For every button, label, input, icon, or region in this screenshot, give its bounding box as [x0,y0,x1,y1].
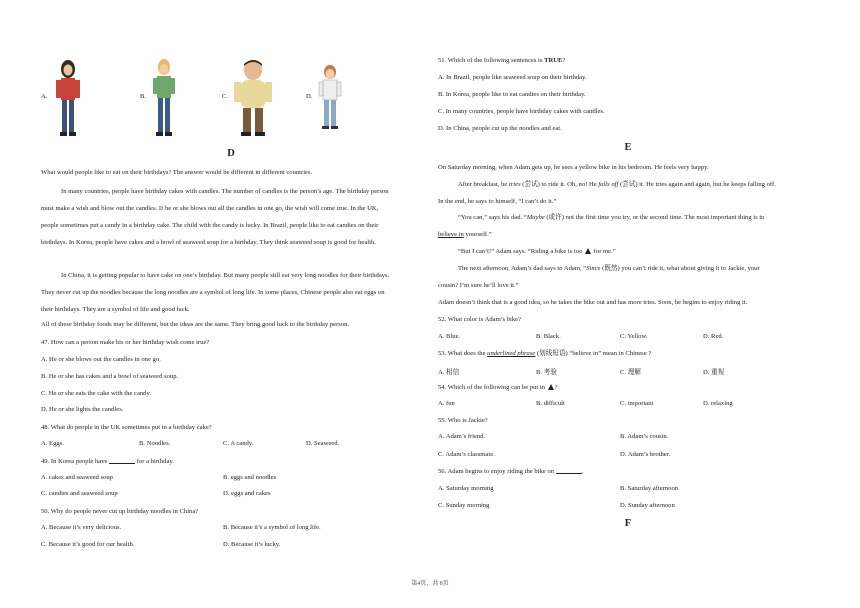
q53-option-a[interactable]: A. 相信 [438,369,460,376]
q54-stem-after: ? [554,384,558,391]
q49-stem-after: for a birthday. [136,458,174,465]
section-e-line-7-a: The next afternoon, Adam’s dad says to Adam, “ [458,265,587,272]
q54-stem-before: 54. Which of the following can be put in [438,384,546,391]
q47-option-d[interactable]: D. He or she lights the candles. [41,406,124,413]
q49-option-d[interactable]: D. eggs and cakes [223,490,271,497]
q53-stem-a: 53. What does the [438,350,486,357]
q51-stem-after: ? [562,57,566,64]
section-e-line-5 [438,230,492,239]
q50-option-a[interactable]: A. Because it’s very delicious. [41,524,122,531]
page-footer: 第4页，共 8页 [411,581,449,587]
section-e-line-2-e: (尝试) it. He tries again and again, but he keeps falling off. [619,181,776,188]
section-d-paragraph-1: In many countries, people have birthday cakes with candles. The number of candles is the person’s age. The birthday person must make a wish and blow out the candles. If he or she blows out all the candles in one go, the wish will come true. In the UK, people sometimes put a candy in a birthday cake. The child with the candy is lucky. In Brazil, people like to eat candies on their birthdays. In Korea, people have cakes and a bowl of seaweed soup for a birthday. They think seaweed soup is good for health. [41,188,389,246]
q55-option-d[interactable]: D. Adam’s brother. [620,451,671,458]
q51-stem [438,56,565,65]
q56-blank [556,467,582,474]
q53-stem [438,349,651,358]
q51-option-b[interactable]: B. In Korea, people like to eat candies on their birthday. [438,91,586,98]
q55-option-c[interactable]: C. Adam’s classmate. [438,451,495,458]
q56-option-b[interactable]: B. Saturday afternoon [620,485,679,492]
q52-option-d[interactable]: D. Red. [703,333,724,340]
section-e-line-1: On Saturday morning, when Adam gets up, he sees a yellow bike in his bedroom. He feels very happy. [438,164,709,171]
q49-option-c[interactable]: C. candies and seaweed soup [41,490,118,497]
section-e-line-6-b: for me.” [593,248,616,255]
section-d-paragraph-3: All of these birthday foods may be different, but the ideas are the same. They bring good luck to the birthday person. [41,321,350,328]
section-e-line-4 [458,213,764,222]
q56-option-a[interactable]: A. Saturday morning [438,485,494,492]
section-e-heading: E [624,142,632,153]
section-e-line-7-c: (既然) you can’t ride it, what about giving it to Jackie, your [602,265,760,272]
q48-option-a[interactable]: A. Eggs. [41,440,64,447]
section-e-line-4-c: (或许) not the first time you try, or the second time. The most important thing is to [546,214,765,221]
section-e-line-3: In the end, he says to himself, “I can’t do it.” [438,198,557,205]
q47-option-c[interactable]: C. He or she eats the cake with the candy. [41,390,151,397]
section-e-line-5-believe-in: believe in [438,231,464,238]
q51-stem-bold: TRUE [544,57,563,64]
q48-option-b[interactable]: B. Noodles. [139,440,171,447]
q49-option-b[interactable]: B. eggs and noodles [223,474,277,481]
figure-c-man [231,56,277,140]
q48-option-c[interactable]: C. A candy. [223,440,254,447]
section-e-line-6 [458,247,616,256]
section-e-line-5-b: yourself.” [465,231,492,238]
q52-option-a[interactable]: A. Blue. [438,333,461,340]
section-e-line-9: Adam doesn’t think that is a good idea, so he takes the bike out and has more tries. Soon, he begins to enjoy riding it. [438,299,748,306]
section-e-line-7 [458,264,760,273]
q55-option-a[interactable]: A. Adam’s friend. [438,433,486,440]
triangle-icon [585,248,591,254]
q53-option-c[interactable]: C. 理解 [620,369,641,376]
section-e-line-4-a: “You can,” says his dad. “ [458,214,527,221]
q54-option-c[interactable]: C. important [620,400,654,407]
figure-d-boy [315,62,345,132]
q51-option-d[interactable]: D. In China, people cut up the noodles and eat. [438,125,562,132]
section-f-heading: F [624,518,632,529]
q53-option-d[interactable]: D. 重视 [703,369,725,376]
q50-option-c[interactable]: C. Because it’s good for our health. [41,541,135,548]
section-d-heading: D [227,148,235,159]
q51-option-c[interactable]: C. In many countries, people have birthday cakes with candles. [438,108,605,115]
q54-option-d[interactable]: D. relaxing [703,400,733,407]
figure-label-a: A. [41,93,48,100]
q55-stem: 55. Who is Jackie? [438,417,488,424]
section-e-line-6-a: “But I can’t!” Adam says. “Riding a bike is too [458,248,583,255]
q49-stem-before: 49. In Korea people have [41,458,108,465]
q48-stem: 48. What do people in the UK sometimes put in a birthday cake? [41,424,212,431]
q52-stem: 52. What color is Adam’s bike? [438,316,522,323]
q49-blank [109,457,135,464]
q48-option-d[interactable]: D. Seaweed. [306,440,340,447]
q56-stem [438,467,583,476]
q47-option-b[interactable]: B. He or she has cakes and a bowl of seaweed soup. [41,373,179,380]
section-e-line-2-a: After breakfast, he [458,181,508,188]
section-e-line-8: cousin? I’m sure he’ll love it.” [438,282,519,289]
section-e-line-4-maybe: Maybe [526,214,545,221]
figure-label-d: D. [306,93,313,100]
q54-option-b[interactable]: B. difficult [536,400,565,407]
figure-a-woman [51,58,85,140]
section-e-line-2 [458,180,776,189]
section-d-intro: What would people like to eat on their birthdays? The answer would be different in different countries. [41,169,313,176]
q47-stem: 47. How can a person make his or her birthday wish come true? [41,339,210,346]
q51-stem-before: 51. Which of the following sentences is [438,57,543,64]
q50-stem: 50. Why do people never cut up birthday noodles in China? [41,508,199,515]
q56-option-c[interactable]: C. Sunday morning [438,502,490,509]
triangle-icon [548,384,554,390]
q51-option-a[interactable]: A. In Brazil, people like seaweed soup on their birthday. [438,74,587,81]
figure-b-boy [149,56,179,140]
section-d-paragraph-2: In China, it is getting popular to have cake on one’s birthday. But many people still eat very long noodles for their birthdays. They never cut up the noodles because the long noodles are a symbol of long life. In some places, Chinese people also eat eggs on their birthdays. They are a symbol of life and good luck. [41,272,390,313]
q52-option-b[interactable]: B. Black. [536,333,561,340]
q50-option-d[interactable]: D. Because it’s lucky. [223,541,281,548]
q54-option-a[interactable]: A. fun [438,400,455,407]
q56-stem-after: . [581,468,584,475]
q56-option-d[interactable]: D. Sunday afternoon [620,502,675,509]
q49-option-a[interactable]: A. cakes and seaweed soup [41,474,113,481]
section-e-line-2-falls-off: falls off [598,181,619,188]
q56-stem-before: 56. Adam begins to enjoy riding the bike on [438,468,554,475]
section-e-line-7-since: Since [586,265,601,272]
q53-stem-c: (划线短语) “believe in” mean in Chinese ? [536,350,652,357]
q47-option-a[interactable]: A. He or she blows out the candles in one go. [41,356,161,363]
q53-option-b[interactable]: B. 考验 [536,369,557,376]
figure-label-c: C. [222,93,229,100]
q50-option-b[interactable]: B. Because it’s a symbol of long life. [223,524,321,531]
section-e-line-2-tries: tries [508,181,521,188]
q52-option-c[interactable]: C. Yellow. [620,333,648,340]
section-e-line-2-c: (尝试) to ride it. Oh, no! He [522,181,597,188]
q53-stem-underlined-phrase: underlined phrase [487,350,536,357]
q54-stem [438,383,558,392]
q49-stem [41,457,174,466]
q55-option-b[interactable]: B. Adam’s cousin. [620,433,669,440]
figure-label-b: B. [140,93,147,100]
